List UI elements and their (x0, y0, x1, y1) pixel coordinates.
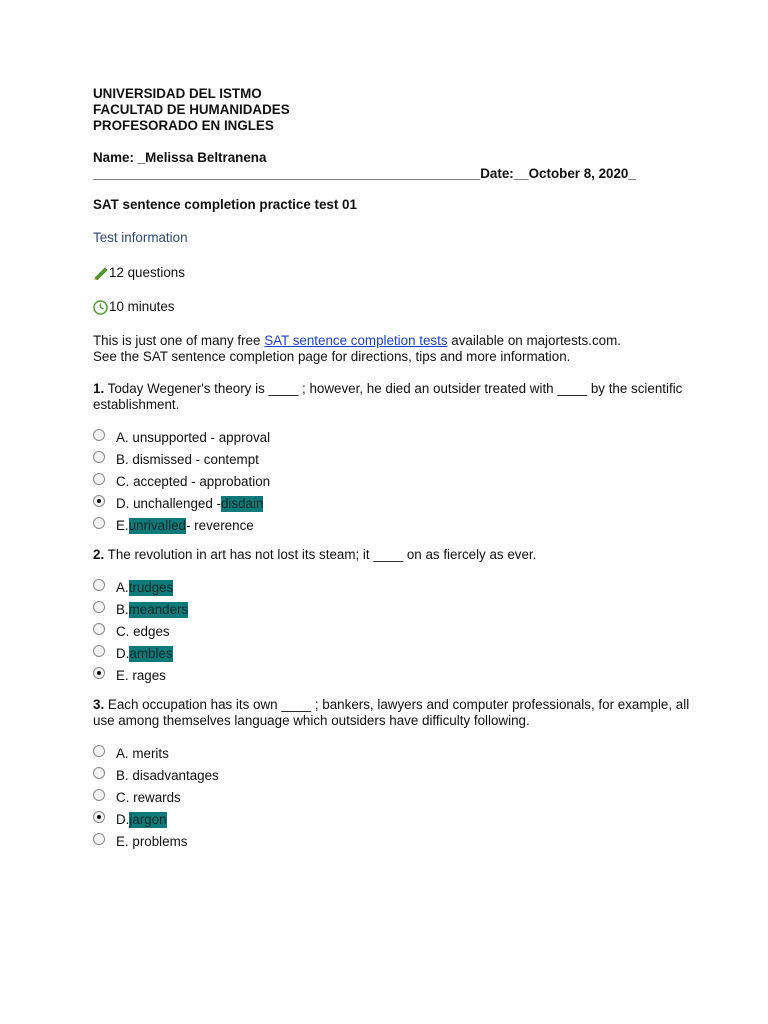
radio-button[interactable] (93, 473, 105, 485)
sat-tests-link[interactable]: SAT sentence completion tests (264, 333, 448, 348)
highlighted-word: ambles (129, 646, 173, 661)
radio-button-selected[interactable] (93, 667, 105, 679)
clock-icon (93, 300, 108, 315)
radio-button[interactable] (93, 745, 105, 757)
option-1b[interactable] (93, 449, 693, 471)
radio-button[interactable] (93, 579, 105, 591)
question-count: 12 questions (109, 265, 185, 280)
option-text-suffix: - reverence (185, 518, 254, 533)
time-limit-row (93, 299, 693, 315)
radio-button-selected[interactable] (93, 811, 105, 823)
option-text: E. problems (116, 834, 188, 849)
program-name: PROFESORADO EN INGLES (93, 118, 274, 133)
intro-text-after: available on majortests.com. (447, 333, 621, 348)
option-1c[interactable] (93, 471, 693, 493)
question-1 (93, 381, 693, 413)
highlighted-word: trudges (128, 580, 174, 595)
option-text: A. (116, 580, 129, 595)
option-2b[interactable] (93, 599, 693, 621)
option-1a[interactable] (93, 427, 693, 449)
question-text: The revolution in art has not lost its steam; it ____ on as fiercely as ever. (104, 547, 537, 562)
option-text: D. (116, 812, 130, 827)
question-1-options (93, 427, 693, 537)
question-number: 3. (93, 697, 105, 712)
option-2a[interactable] (93, 577, 693, 599)
time-limit: 10 minutes (109, 299, 175, 314)
faculty-name: FACULTAD DE HUMANIDADES (93, 102, 290, 117)
question-3 (93, 697, 693, 729)
document-page (93, 86, 693, 853)
option-text: B. disadvantages (116, 768, 219, 783)
option-3b[interactable] (93, 765, 693, 787)
option-text: A. merits (116, 746, 169, 761)
option-text: E. rages (116, 668, 166, 683)
test-information-heading: Test information (93, 230, 188, 245)
intro-text-line2: See the SAT sentence completion page for directions, tips and more information. (93, 349, 571, 364)
radio-button[interactable] (93, 789, 105, 801)
radio-button[interactable] (93, 623, 105, 635)
highlighted-word: meanders (128, 602, 189, 617)
intro-paragraph (93, 333, 693, 365)
page-title: SAT sentence completion practice test 01 (93, 197, 357, 212)
radio-button-selected[interactable] (93, 495, 105, 507)
question-text: Each occupation has its own ____ ; bankers, lawyers and computer professionals, for example, all use among themselves language which outsiders have difficulty following. (93, 697, 690, 728)
university-name: UNIVERSIDAD DEL ISTMO (93, 86, 262, 101)
option-text: D. unchallenged - (116, 496, 221, 511)
option-text: B. dismissed - contempt (116, 452, 259, 467)
option-1d[interactable] (93, 493, 693, 515)
radio-button[interactable] (93, 833, 105, 845)
option-2d[interactable] (93, 643, 693, 665)
option-text: B. (116, 602, 129, 617)
option-3a[interactable] (93, 743, 693, 765)
option-3c[interactable] (93, 787, 693, 809)
highlighted-word: disdain (220, 496, 264, 511)
option-text: E. (116, 518, 129, 533)
option-text: D. (116, 646, 130, 661)
radio-button[interactable] (93, 517, 105, 529)
radio-button[interactable] (93, 645, 105, 657)
highlighted-word: jargon (129, 812, 167, 827)
question-2 (93, 547, 693, 563)
option-text: C. accepted - approbation (116, 474, 271, 489)
option-2c[interactable] (93, 621, 693, 643)
question-count-row (93, 265, 693, 281)
question-number: 2. (93, 547, 105, 562)
radio-button[interactable] (93, 451, 105, 463)
radio-button[interactable] (93, 601, 105, 613)
intro-text-before: This is just one of many free (93, 333, 265, 348)
question-text: Today Wegener's theory is ____ ; however, he died an outsider treated with ____ by the scientific establishment. (93, 381, 683, 412)
question-2-options (93, 577, 693, 687)
radio-button[interactable] (93, 767, 105, 779)
option-3d[interactable] (93, 809, 693, 831)
highlighted-word: unrivalled (128, 518, 186, 533)
option-text: A. unsupported - approval (116, 430, 271, 445)
question-3-options (93, 743, 693, 853)
option-2e[interactable] (93, 665, 693, 687)
option-text: C. rewards (116, 790, 181, 805)
date-line: ____________________________________________________Date:__October 8, 2020_ (93, 166, 636, 181)
question-number: 1. (93, 381, 105, 396)
student-name: Name: _Melissa Beltranena (93, 150, 267, 165)
option-3e[interactable] (93, 831, 693, 853)
pencil-icon (93, 266, 109, 280)
radio-button[interactable] (93, 429, 105, 441)
option-text: C. edges (116, 624, 170, 639)
option-1e[interactable] (93, 515, 693, 537)
